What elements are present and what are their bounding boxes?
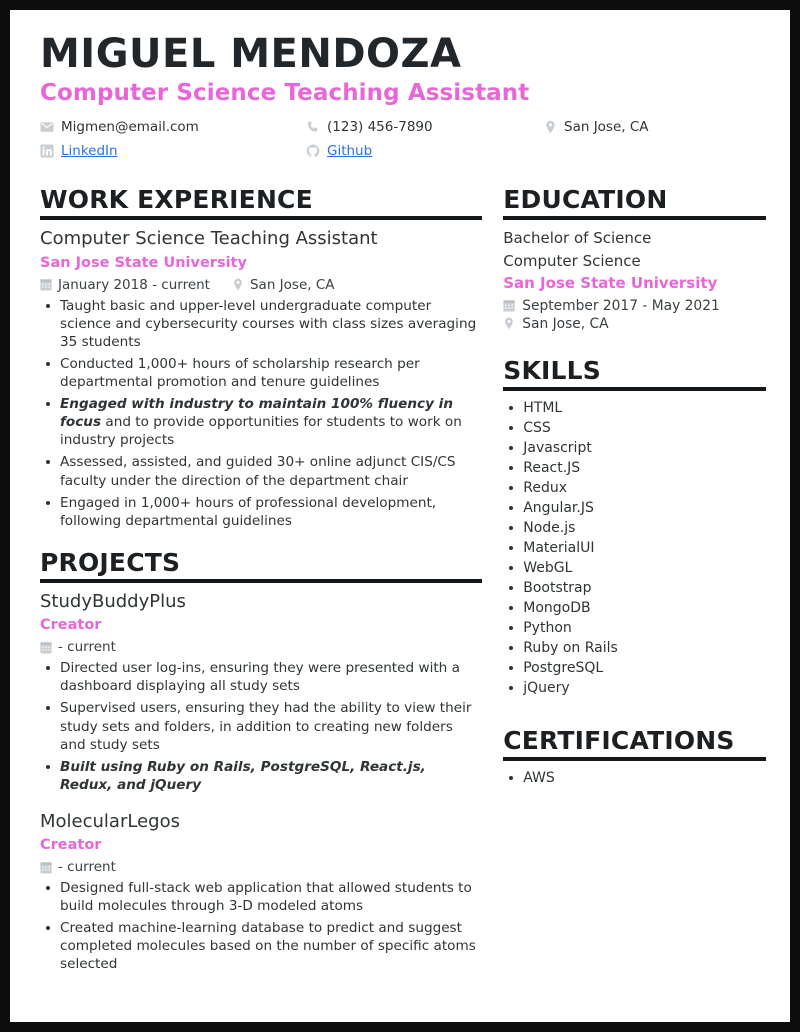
linkedin-icon: [40, 144, 54, 158]
project-entry: [40, 590, 482, 794]
work-entry: [40, 227, 482, 529]
project-meta: [40, 859, 482, 875]
section-divider: [503, 757, 766, 761]
project-date: [40, 639, 116, 655]
section-divider: [503, 387, 766, 391]
project-bullets: [40, 879, 482, 973]
location-pin-icon: [232, 278, 244, 291]
education-location: [503, 316, 766, 332]
contact-location: [544, 119, 754, 135]
list-item: Javascript: [503, 438, 766, 458]
skills-list: [503, 398, 766, 698]
section-title-certifications: CERTIFICATIONS: [503, 726, 735, 756]
project-role: Creator: [40, 837, 102, 854]
contact-email-text: Migmen@email.com: [61, 119, 199, 136]
project-role: Creator: [40, 617, 102, 634]
calendar-icon: [40, 641, 52, 654]
work-entry-meta: [40, 277, 482, 293]
section-education: [503, 187, 766, 332]
section-divider: [40, 216, 482, 220]
work-entry-location: [232, 277, 335, 293]
list-item: HTML: [503, 398, 766, 418]
project-bullets: [40, 659, 482, 794]
list-item: Built using Ruby on Rails, PostgreSQL, React.js, Redux, and jQuery: [40, 758, 482, 794]
certifications-list: [503, 768, 766, 788]
resume-header: [34, 32, 766, 163]
right-column: [503, 187, 766, 977]
project-entry: [40, 810, 482, 974]
section-title-projects: PROJECTS: [40, 547, 181, 577]
work-entry-title: Computer Science Teaching Assistant: [40, 228, 378, 250]
contact-email[interactable]: [40, 119, 306, 135]
contact-linkedin[interactable]: [40, 143, 306, 159]
list-item: Bootstrap: [503, 578, 766, 598]
list-item: AWS: [503, 768, 766, 788]
education-location-text: San Jose, CA: [522, 315, 609, 332]
section-certifications: [503, 728, 766, 788]
contact-row-primary: [40, 115, 754, 139]
work-entry-date-text: January 2018 - current: [58, 276, 210, 293]
education-entry: [503, 227, 766, 331]
list-item: jQuery: [503, 678, 766, 698]
work-entry-bullets: [40, 297, 482, 530]
calendar-icon: [503, 299, 515, 312]
section-divider: [40, 579, 482, 583]
education-degree: Bachelor of Science: [503, 229, 652, 248]
candidate-name: MIGUEL MENDOZA: [40, 31, 462, 77]
work-entry-date: [40, 277, 210, 293]
calendar-icon: [40, 861, 52, 874]
list-item: WebGL: [503, 558, 766, 578]
contact-phone-text: (123) 456-7890: [327, 119, 433, 136]
education-field: Computer Science: [503, 251, 641, 270]
list-item: MaterialUI: [503, 538, 766, 558]
section-title-education: EDUCATION: [503, 185, 668, 215]
contact-row-links: [40, 139, 754, 163]
section-title-work-experience: WORK EXPERIENCE: [40, 185, 313, 215]
project-title: MolecularLegos: [40, 810, 180, 832]
section-title-skills: SKILLS: [503, 355, 601, 385]
bullet-rest: and to provide opportunities for students to work on industry projects: [60, 414, 462, 449]
contact-location-text: San Jose, CA: [564, 119, 649, 136]
section-divider: [503, 216, 766, 220]
work-entry-location-text: San Jose, CA: [249, 276, 335, 293]
education-school: San Jose State University: [503, 274, 718, 293]
contact-github-text[interactable]: Github: [327, 143, 373, 160]
contact-github[interactable]: [306, 143, 544, 159]
list-item: Taught basic and upper-level undergraduate computer science and cybersecurity courses with class sizes averaging 35 students: [40, 297, 482, 351]
list-item: Designed full-stack web application that allowed students to build molecules through 3-D modeled atoms: [40, 879, 482, 915]
section-projects: [40, 547, 482, 974]
candidate-headline: Computer Science Teaching Assistant: [40, 79, 530, 106]
list-item: [40, 395, 482, 449]
project-date: [40, 859, 116, 875]
project-title: StudyBuddyPlus: [40, 590, 186, 612]
list-item: Python: [503, 618, 766, 638]
section-work-experience: [40, 187, 482, 530]
list-item: Supervised users, ensuring they had the ability to view their study sets and folders, in addition to creating new folders and study sets: [40, 699, 482, 753]
list-item: Assessed, assisted, and guided 30+ online adjunct CIS/CS faculty under the direction of the department chair: [40, 453, 482, 489]
github-icon: [306, 144, 320, 158]
project-date-text: - current: [58, 639, 116, 656]
list-item: React.JS: [503, 458, 766, 478]
calendar-icon: [40, 278, 52, 291]
list-item: MongoDB: [503, 598, 766, 618]
column-gap: [482, 187, 503, 977]
section-skills: [503, 355, 766, 698]
bullet-emphasis: Engaged with industry to maintain 100% fluency in focus: [60, 396, 454, 431]
list-item: Directed user log-ins, ensuring they were presented with a dashboard displaying all study sets: [40, 659, 482, 695]
list-item: Redux: [503, 478, 766, 498]
location-pin-icon: [503, 317, 515, 330]
location-pin-icon: [544, 120, 557, 134]
envelope-icon: [40, 120, 54, 134]
list-item: PostgreSQL: [503, 658, 766, 678]
list-item: Ruby on Rails: [503, 638, 766, 658]
list-item: CSS: [503, 418, 766, 438]
left-column: [34, 187, 482, 977]
work-entry-organization: San Jose State University: [40, 254, 247, 271]
list-item: Angular.JS: [503, 498, 766, 518]
education-date-text: September 2017 - May 2021: [522, 297, 720, 314]
resume-body: [34, 187, 766, 977]
list-item: Conducted 1,000+ hours of scholarship research per departmental promotion and tenure guidelines: [40, 355, 482, 391]
contact-info: [40, 115, 754, 163]
list-item: Created machine-learning database to predict and suggest completed molecules based on the number of specific atoms selected: [40, 919, 482, 973]
contact-linkedin-text[interactable]: LinkedIn: [61, 143, 118, 160]
phone-icon: [306, 120, 320, 134]
resume-page: [10, 10, 790, 1022]
project-date-text: - current: [58, 859, 116, 876]
contact-phone[interactable]: [306, 119, 544, 135]
education-date: [503, 298, 766, 314]
project-meta: [40, 639, 482, 655]
list-item: Node.js: [503, 518, 766, 538]
list-item: Engaged in 1,000+ hours of professional development, following departmental guidelines: [40, 494, 482, 530]
